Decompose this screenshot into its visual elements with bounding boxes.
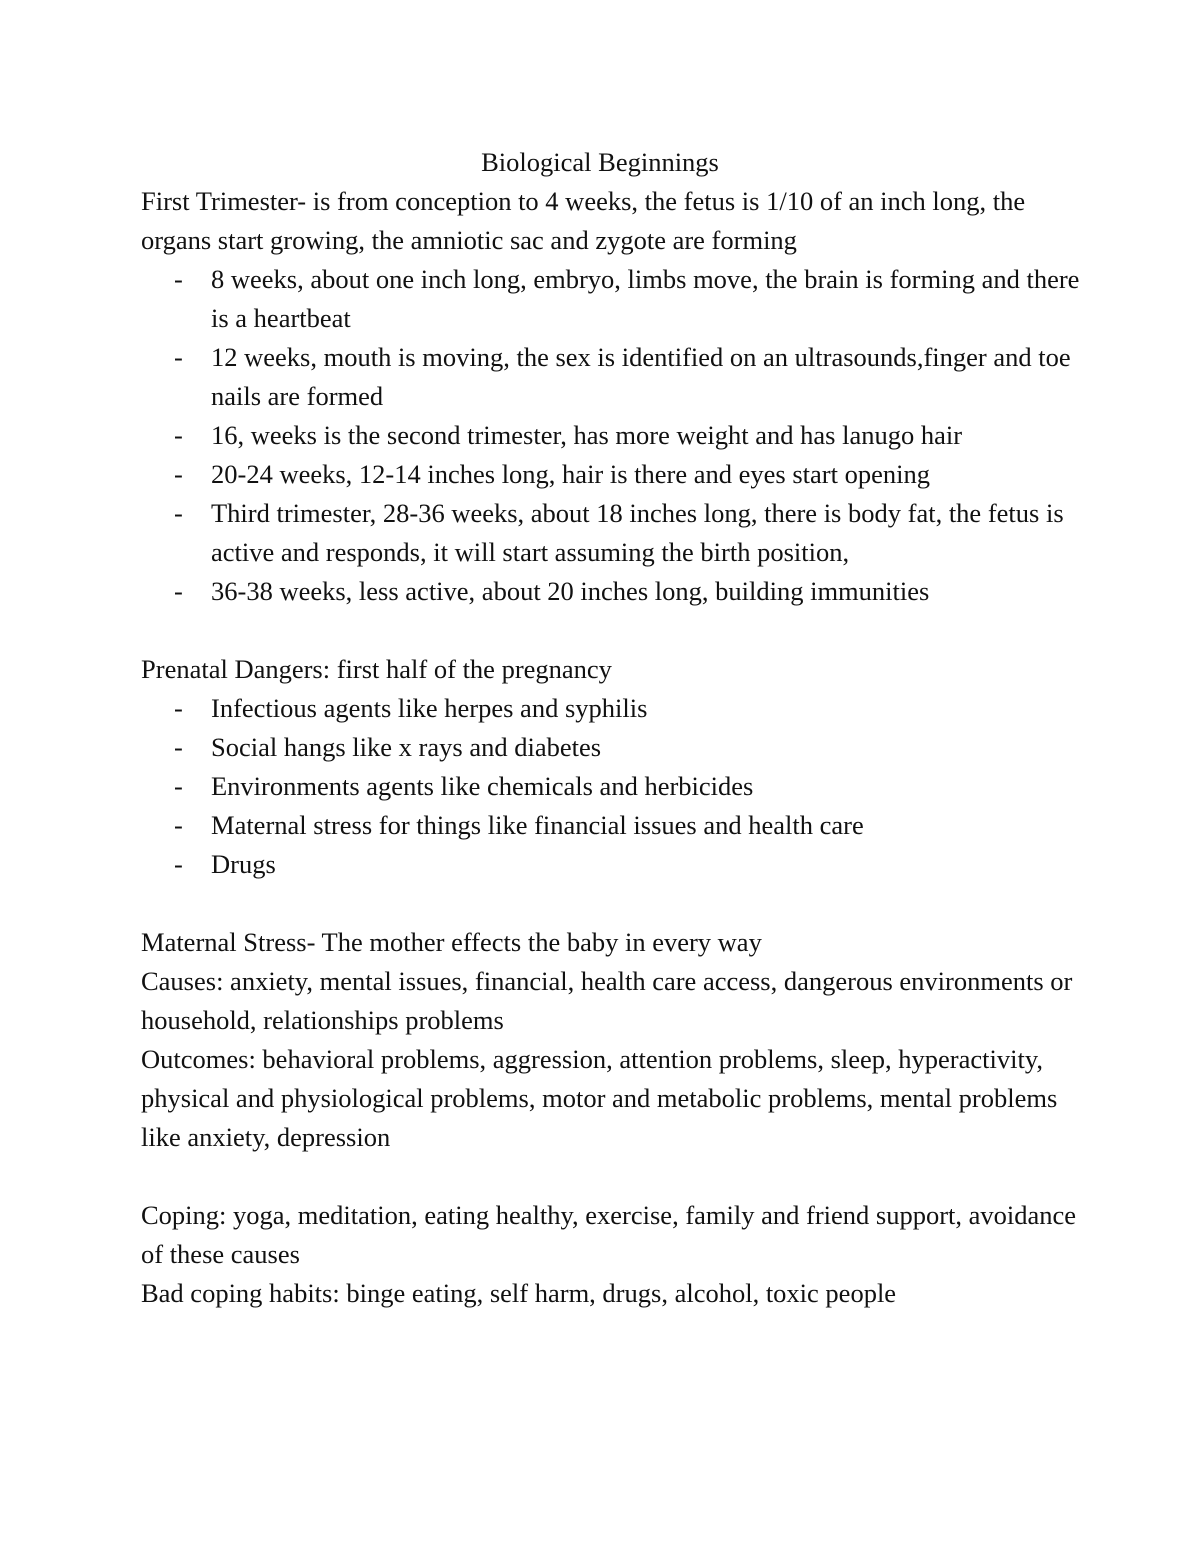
dash-bullet: - xyxy=(174,771,183,801)
list-item xyxy=(141,455,1081,494)
list-item-text: Maternal stress for things like financial issues and health care xyxy=(211,810,864,840)
list-item xyxy=(141,767,1081,806)
spacer xyxy=(141,884,1081,923)
spacer xyxy=(141,1157,1081,1196)
list-item-text: Social hangs like x rays and diabetes xyxy=(211,732,602,762)
dash-bullet: - xyxy=(174,849,183,879)
list-item xyxy=(141,845,1081,884)
maternal-stress-heading: Maternal Stress- The mother effects the baby in every way xyxy=(141,927,762,957)
dash-bullet: - xyxy=(174,810,183,840)
prenatal-dangers-list xyxy=(141,689,1081,884)
list-item xyxy=(141,806,1081,845)
list-item-text: 36-38 weeks, less active, about 20 inches long, building immunities xyxy=(211,576,930,606)
list-item xyxy=(141,572,1081,611)
list-item xyxy=(141,338,1081,416)
dash-bullet: - xyxy=(174,732,183,762)
prenatal-dangers-intro: Prenatal Dangers: first half of the pregnancy xyxy=(141,654,612,684)
spacer xyxy=(141,611,1081,650)
maternal-stress-outcomes: Outcomes: behavioral problems, aggression, attention problems, sleep, hyperactivity, physical and physiological problems, motor and metabolic problems, mental problems like anxiety, depression xyxy=(141,1044,1058,1152)
list-item xyxy=(141,260,1081,338)
dash-bullet: - xyxy=(174,420,183,450)
maternal-stress-causes: Causes: anxiety, mental issues, financial, health care access, dangerous environments or household, relationships problems xyxy=(141,966,1073,1035)
list-item-text: 16, weeks is the second trimester, has more weight and has lanugo hair xyxy=(211,420,963,450)
dash-bullet: - xyxy=(174,498,183,528)
list-item-text: Drugs xyxy=(211,849,276,879)
document-title: Biological Beginnings xyxy=(481,147,719,177)
dash-bullet: - xyxy=(174,693,183,723)
list-item xyxy=(141,494,1081,572)
document-content xyxy=(141,143,1081,1313)
dash-bullet: - xyxy=(174,264,183,294)
dash-bullet: - xyxy=(174,576,183,606)
list-item-text: 8 weeks, about one inch long, embryo, limbs move, the brain is forming and there is a heartbeat xyxy=(211,264,1080,333)
list-item-text: Environments agents like chemicals and herbicides xyxy=(211,771,754,801)
list-item xyxy=(141,689,1081,728)
first-trimester-intro: First Trimester- is from conception to 4 weeks, the fetus is 1/10 of an inch long, the organs start growing, the amniotic sac and zygote are forming xyxy=(141,186,1026,255)
dash-bullet: - xyxy=(174,459,183,489)
bad-coping-paragraph: Bad coping habits: binge eating, self harm, drugs, alcohol, toxic people xyxy=(141,1278,897,1308)
first-trimester-list xyxy=(141,260,1081,611)
list-item-text: 20-24 weeks, 12-14 inches long, hair is there and eyes start opening xyxy=(211,459,930,489)
dash-bullet: - xyxy=(174,342,183,372)
coping-paragraph: Coping: yoga, meditation, eating healthy, exercise, family and friend support, avoidance of these causes xyxy=(141,1200,1077,1269)
list-item xyxy=(141,416,1081,455)
list-item-text: Third trimester, 28-36 weeks, about 18 inches long, there is body fat, the fetus is active and responds, it will start assuming the birth position, xyxy=(211,498,1064,567)
list-item xyxy=(141,728,1081,767)
list-item-text: 12 weeks, mouth is moving, the sex is identified on an ultrasounds,finger and toe nails are formed xyxy=(211,342,1071,411)
list-item-text: Infectious agents like herpes and syphilis xyxy=(211,693,648,723)
